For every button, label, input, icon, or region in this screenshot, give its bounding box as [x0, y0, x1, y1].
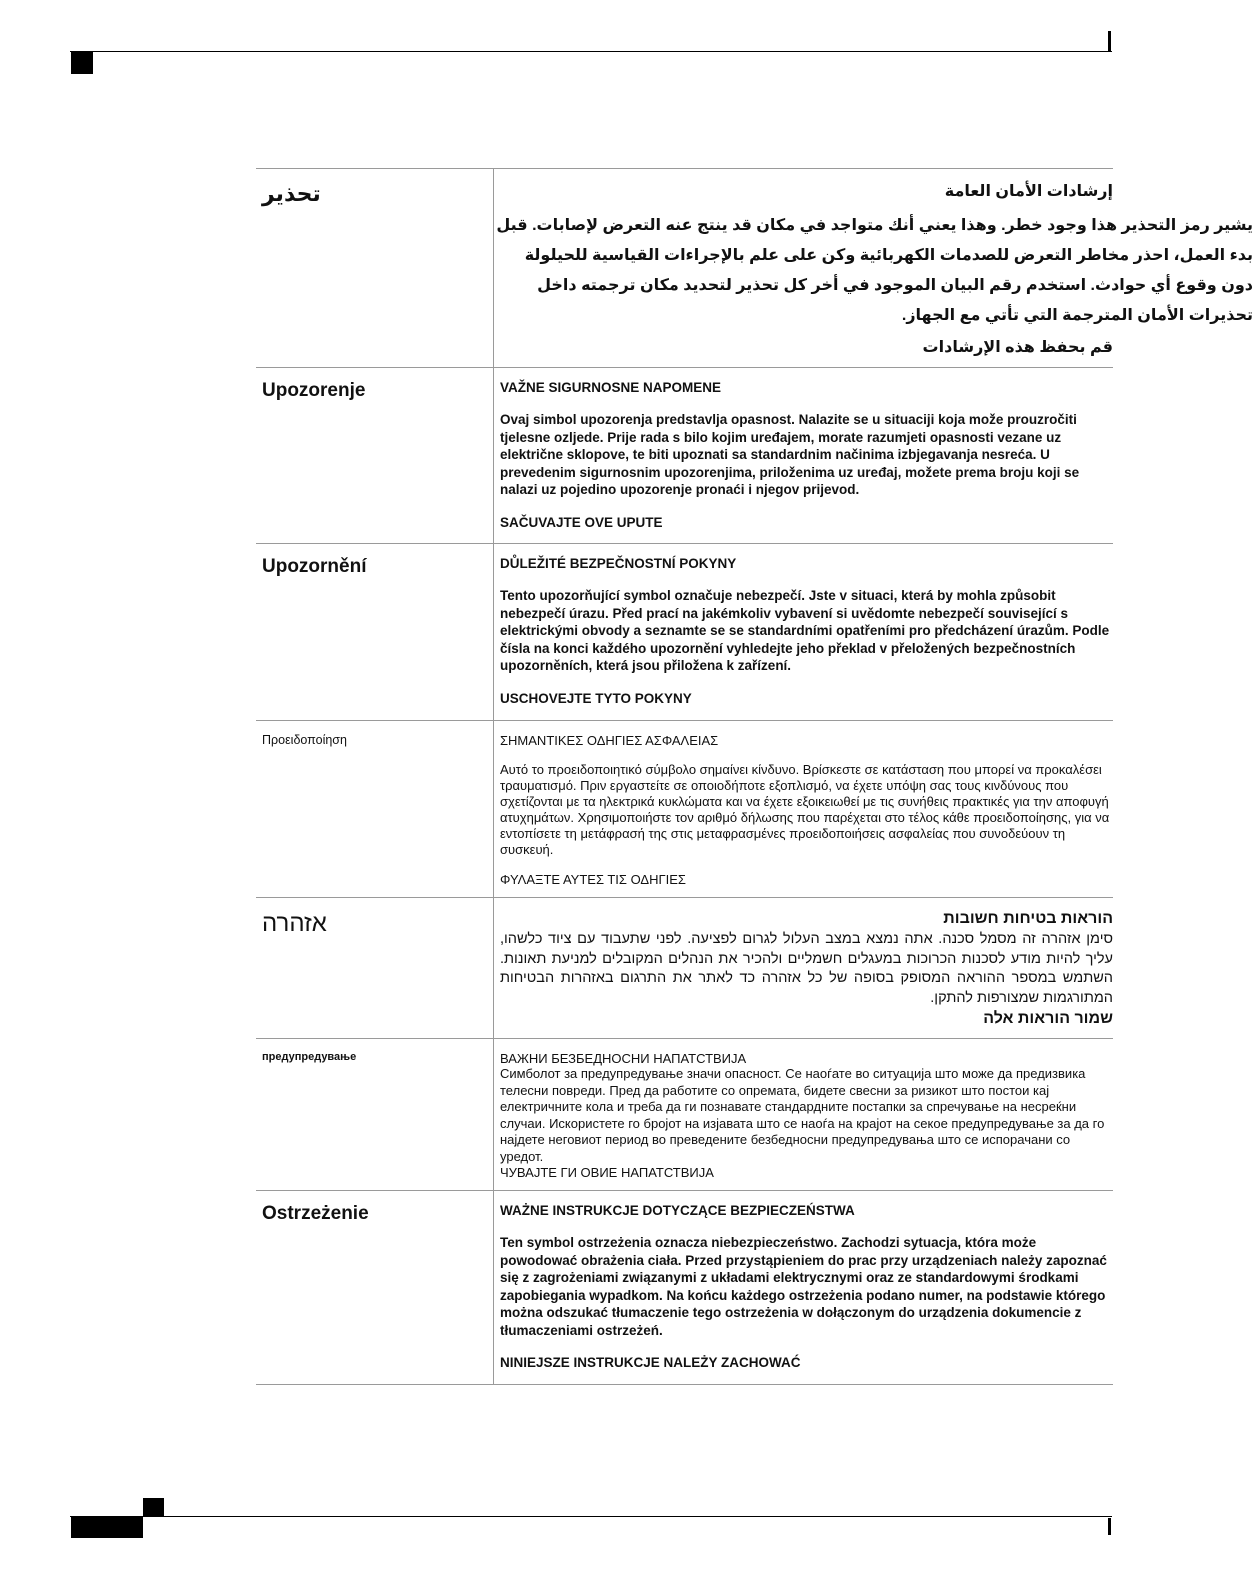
warning-row-croatian — [256, 368, 1113, 544]
warning-paragraph: Tento upozorňující symbol označuje nebezpečí. Jste v situaci, která by mohla způsobit nebezpečí úrazu. Před prací na jakémkoliv vybavení si uvědomte nebezpečí související s elektrickými obvody a seznamte se se standardními opatřeními pro předcházení úrazům. Podle čísla na konci každého upozornění vyhledejte jeho překlad v přeložených bezpečnostních upozorněních, která jsou přiložena k zařízení. — [500, 588, 1110, 673]
warning-row-arabic — [256, 169, 1113, 368]
warning-label: Ostrzeżenie — [262, 1203, 369, 1224]
warning-label: Upozornění — [262, 556, 367, 577]
warning-label: تحذير — [262, 181, 321, 206]
warning-footer: ЧУВАЈТЕ ГИ ОВИЕ НАПАТСТВИЈА — [500, 1165, 714, 1180]
warning-heading: DŮLEŽITÉ BEZPEČNOSTNÍ POKYNY — [500, 556, 737, 571]
header-tick-mark — [1108, 31, 1111, 52]
warning-paragraph: Ten symbol ostrzeżenia oznacza niebezpieczeństwo. Zachodzi sytuacja, która może powodować obrażenia ciała. Przed przystąpieniem do prac przy urządzeniach należy zapoznać się z zagrożeniami związanymi z układami elektrycznymi oraz ze standardowymi środkami zapobiegania wypadkom. Na końcu każdego ostrzeżenia podano numer, na podstawie którego można odszukać tłumaczenie tego ostrzeżenia w dołączonym do urządzenia dokumencie z tłumaczeniami ostrzeżeń. — [500, 1235, 1107, 1338]
footer-corner-block — [143, 1498, 164, 1516]
warning-heading: WAŻNE INSTRUKCJE DOTYCZĄCE BEZPIECZEŃSTWA — [500, 1203, 855, 1218]
warning-footer: SAČUVAJTE OVE UPUTE — [500, 514, 663, 530]
warning-paragraph: סימן אזהרה זה מסמל סכנה. אתה נמצא במצב העלול לגרום לפציעה. לפני שתעבוד עם ציוד כלשהו, עליך להיות מודע לסכנות הכרוכות במעגלים חשמליים ולהכיר את הנהלים המקובלים למניעת תאונות. השתמש במספר ההוראה המסופק בסופה של כל אזהרה כד לאתר את התרגום באזהרות הבטיחות המתורגמות שמצורפות להתקן. — [500, 931, 1113, 1006]
footer-page-tab — [71, 1516, 143, 1538]
warning-heading: ВАЖНИ БЕЗБЕДНОСНИ НАПАТСТВИЈА — [500, 1051, 747, 1066]
warning-label: предупредување — [262, 1051, 357, 1063]
warning-footer: ΦΥΛΑΞΤΕ ΑΥΤΕΣ ΤΙΣ ΟΔΗΓΙΕΣ — [500, 872, 686, 887]
warning-label: Upozorenje — [262, 380, 366, 401]
warning-footer: שמור הוראות אלה — [983, 1010, 1113, 1027]
warning-paragraph: Симболот за предупредување значи опасност. Се наоѓате во ситуација што може да предизвика телесни повреди. Пред да работите со опремата, бидете свесни за ризикот што постои кај електричните кола и треба да ги познавате стандардните постапки за спречување на несреќни случаи. Искористете го бројот на изјавата што се наоѓа на крајот на секое предупредување за да го најдете неговиот период во преведените безбедносни предупредувања што се испорачани со уредот. — [500, 1066, 1105, 1164]
footer-tick-mark — [1108, 1518, 1111, 1535]
warning-footer: USCHOVEJTE TYTO POKYNY — [500, 690, 692, 706]
warning-row-greek — [256, 721, 1113, 898]
safety-warnings-table — [256, 168, 1253, 1385]
warning-heading: VAŽNE SIGURNOSNE NAPOMENE — [500, 380, 722, 395]
warning-row-macedonian — [256, 1039, 1113, 1191]
header-corner-block — [71, 52, 93, 74]
warning-paragraph: Ovaj simbol upozorenja predstavlja opasnost. Nalazite se u situaciji koja može prouzročiti tjelesne ozljede. Prije rada s bilo kojim uređajem, morate razumjeti opasnosti vezane uz električne sklopove, te biti upoznati sa standardnim načinima izbjegavanja nesreća. U prevedenim sigurnosnim upozorenjima, priloženima uz uređaj, možete prema broju koji se nalazi uz pojedino upozorenje pronaći i njegov prijevod. — [500, 412, 1080, 497]
warning-heading: إرشادات الأمان العامة — [944, 183, 1113, 200]
warning-footer: NINIEJSZE INSTRUKCJE NALEŻY ZACHOWAĆ — [500, 1355, 801, 1370]
warning-row-czech — [256, 544, 1113, 721]
warning-footer: قم بحفظ هذه الإرشادات — [922, 339, 1113, 356]
header-rule — [70, 51, 1112, 52]
footer-rule — [70, 1516, 1112, 1517]
warning-paragraph: يشير رمز التحذير هذا وجود خطر. وهذا يعني أنك متواجد في مكان قد ينتج عنه التعرض لإصابات. قبل بدء العمل، احذر مخاطر التعرض للصدمات الكهربائية وكن على علم بالإجراءات القياسية للحيلولة دون وقوع أي حوادث. استخدم رقم البيان الموجود في أخر كل تحذير لتحديد مكان ترجمته داخل تحذيرات الأمان المترجمة التي تأتي مع الجهاز. — [496, 217, 1253, 324]
warning-row-hebrew — [256, 898, 1113, 1039]
warning-heading: הוראות בטיחות חשובות — [943, 910, 1113, 927]
warning-row-polish — [256, 1191, 1113, 1385]
warning-label: Προειδοποίηση — [262, 733, 347, 747]
warning-heading: ΣΗΜΑΝΤΙΚΕΣ ΟΔΗΓΙΕΣ ΑΣΦΑΛΕΙΑΣ — [500, 733, 719, 748]
warning-label: אזהרה — [262, 910, 327, 937]
warning-paragraph: Αυτό το προειδοποιητικό σύμβολο σημαίνει κίνδυνο. Βρίσκεστε σε κατάσταση που μπορεί να προκαλέσει τραυματισμό. Πριν εργαστείτε σε οποιοδήποτε εξοπλισμό, να έχετε υπόψη σας τους κινδύνους που σχετίζονται με τα ηλεκτρικά κυκλώματα και να έχετε εξοικειωθεί με τις συνήθεις πρακτικές για την αποφυγή ατυχημάτων. Χρησιμοποιήστε τον αριθμό δήλωσης που παρέχεται στο τέλος κάθε προειδοποίησης, για να εντοπίσετε τη μετάφρασή της στις μεταφρασμένες προειδοποιήσεις ασφαλείας που συνοδεύουν τη συσκευή. — [500, 762, 1110, 857]
